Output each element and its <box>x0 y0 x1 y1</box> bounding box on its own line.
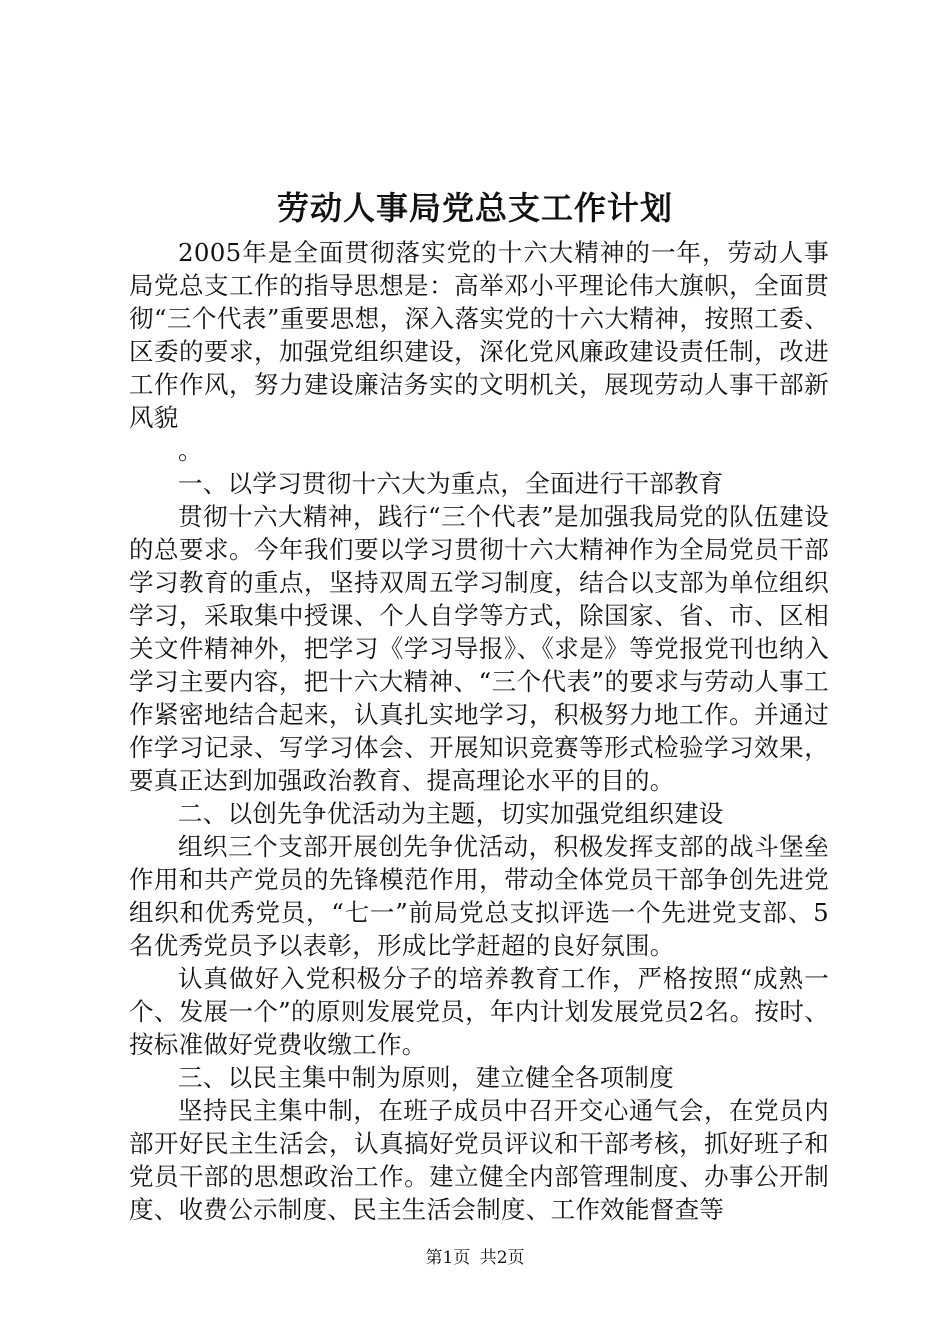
section-heading-3: 三、以民主集中制为原则，建立健全各项制度 <box>178 1063 674 1092</box>
paragraph-section-2a: 组织三个支部开展创先争优活动，积极发挥支部的战斗堡垒作用和共产党员的先锋模范作用，带动全体党员干部争创先进党组织和优秀党员，“七一”前局党总支拟评选一个先进党支部、5名优秀党员予以表彰，形成比学赶超的良好氛围。 <box>129 832 829 960</box>
paragraph-section-2b: 认真做好入党积极分子的培养教育工作，严格按照“成熟一个、发展一个”的原则发展党员，年内计划发展党员2名。按时、按标准做好党费收缴工作。 <box>129 964 829 1059</box>
paragraph-section-3: 坚持民主集中制，在班子成员中召开交心通气会，在党员内部开好民主生活会，认真搞好党员评议和干部考核，抓好班子和党员干部的思想政治工作。建立健全内部管理制度、办事公开制度、收费公示制度、民主生活会制度、工作效能督查等 <box>129 1096 829 1224</box>
paragraph-section-1: 贯彻十六大精神，践行“三个代表”是加强我局党的队伍建设的总要求。今年我们要以学习贯彻十六大精神作为全局党员干部学习教育的重点，坚持双周五学习制度，结合以支部为单位组织学习，采取集中授课、个人自学等方式，除国家、省、市、区相关文件精神外，把学习《学习导报》、《求是》等党报党刊也纳入学习主要内容，把十六大精神、“三个代表”的要求与劳动人事工作紧密地结合起来，认真扎实地学习，积极努力地工作。并通过作学习记录、写学习体会、开展知识竞赛等形式检验学习效果，要真正达到加强政治教育、提高理论水平的目的。 <box>129 502 829 795</box>
paragraph-intro: 2005年是全面贯彻落实党的十六大精神的一年，劳动人事局党总支工作的指导思想是：高举邓小平理论伟大旗帜，全面贯彻“三个代表”重要思想，深入落实党的十六大精神，按照工委、区委的要求，加强党组织建设，深化党风廉政建设责任制，改进工作作风，努力建设廉洁务实的文明机关，展现劳动人事干部新风貌 <box>129 238 829 432</box>
page-number-footer: 第1页 共2页 <box>425 1248 525 1268</box>
paragraph-period: 。 <box>178 436 203 465</box>
section-heading-2: 二、以创先争优活动为主题，切实加强党组织建设 <box>178 799 724 828</box>
section-heading-1: 一、以学习贯彻十六大为重点，全面进行干部教育 <box>178 469 724 498</box>
document-title: 劳动人事局党总支工作计划 <box>276 189 673 227</box>
document-body <box>129 236 829 1226</box>
